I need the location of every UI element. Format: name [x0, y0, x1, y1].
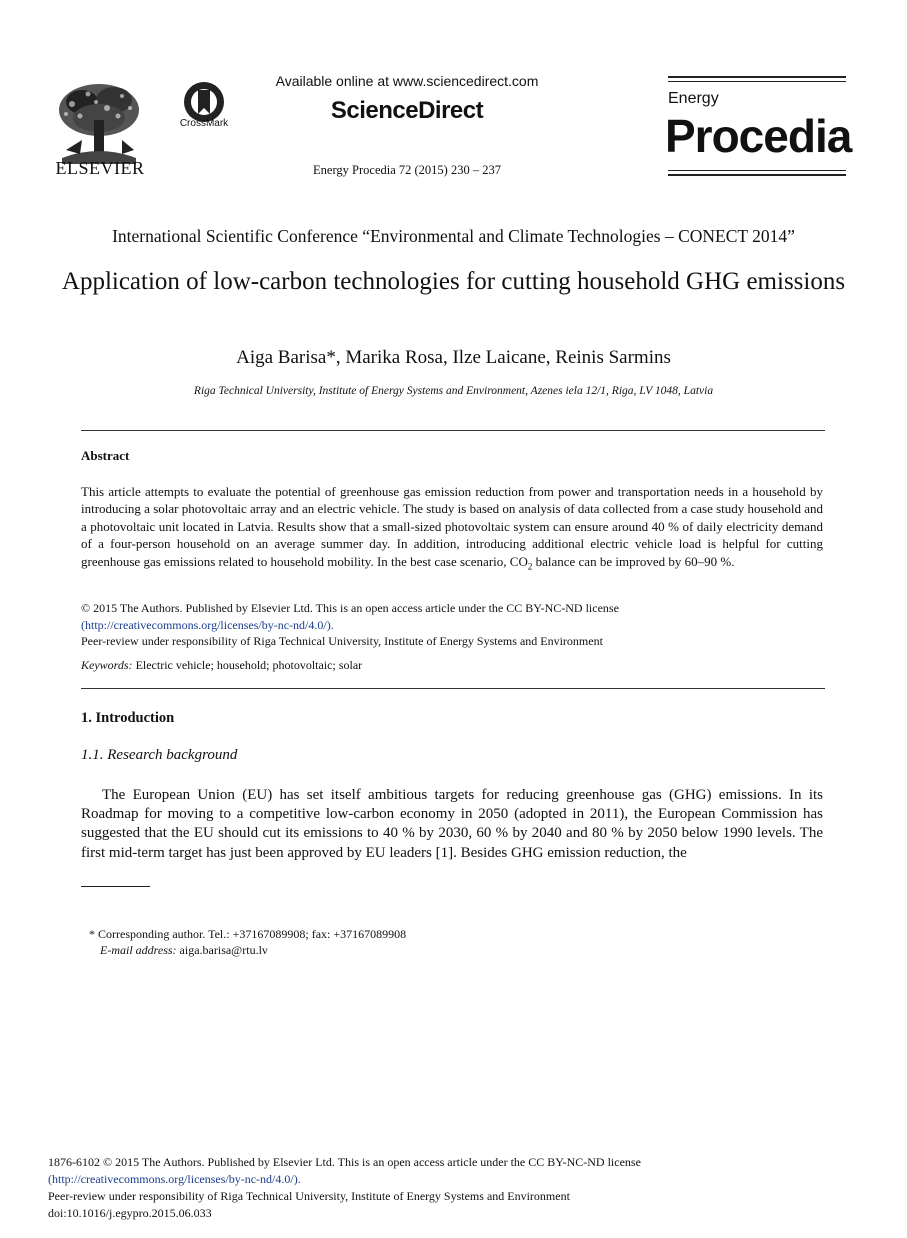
keywords-label: Keywords: — [81, 658, 133, 672]
abstract-body — [81, 483, 823, 576]
copyright-line: © 2015 The Authors. Published by Elsevier Ltd. This is an open access article under the CC BY-NC-ND license — [81, 601, 619, 615]
publisher-name: ELSEVIER — [55, 158, 145, 178]
journal-logo-main-text: Procedia — [665, 110, 852, 162]
crossmark-label: CrossMark — [179, 118, 229, 129]
divider-top — [81, 430, 825, 431]
subsection-heading: 1.1. Research background — [81, 747, 238, 763]
keywords-line — [81, 658, 823, 673]
sciencedirect-logo[interactable]: ScienceDirect — [330, 97, 484, 124]
abstract-text-part2: balance can be improved by 60–90 %. — [532, 553, 735, 569]
abstract-heading: Abstract — [81, 448, 130, 463]
journal-reference: Energy Procedia 72 (2015) 230 – 237 — [313, 163, 501, 177]
footer-doi[interactable]: doi:10.1016/j.egypro.2015.06.033 — [48, 1206, 212, 1220]
article-title: Application of low-carbon technologies for cutting household GHG emissions — [61, 268, 846, 295]
email-address[interactable]: aiga.barisa@rtu.lv — [176, 943, 268, 957]
available-online-text[interactable]: Available online at www.sciencedirect.com — [275, 73, 539, 89]
abstract-subscript: 2 — [527, 561, 533, 572]
abstract-text-part1: This article attempts to evaluate the potential of greenhouse gas emission reduction from power and transportation needs in a household by introducing a solar photovoltaic array and an electric vehicle. The study is based on analysis of data collected from a case study household and a photovoltaic unit located in Latvia. Results show that a small-sized photovoltaic system can ensure around 40 % of daily electricity demand of a four-person household on an average summer day. In addition, introducing additional electric vehicle load is helpful for cutting greenhouse gas emissions related to household mobility. In the best case scenario, CO — [81, 484, 823, 569]
author-affiliation: Riga Technical University, Institute of Energy Systems and Environment, Azenes iela 12/1, Riga, LV 1048, Latvia — [193, 385, 714, 397]
section-heading: 1. Introduction — [81, 710, 175, 726]
footer-peer-review: Peer-review under responsibility of Riga Technical University, Institute of Energy Systems and Environment — [48, 1189, 570, 1203]
footnote-rule — [81, 886, 150, 887]
copyright-block — [81, 600, 823, 650]
peer-review-line: Peer-review under responsibility of Riga Technical University, Institute of Energy Systems and Environment — [81, 634, 603, 648]
email-label: E-mail address: — [100, 943, 177, 957]
license-link[interactable]: (http://creativecommons.org/licenses/by-nc-nd/4.0/). — [81, 617, 334, 632]
author-list: Aiga Barisa*, Marika Rosa, Ilze Laicane, Reinis Sarmins — [236, 347, 671, 368]
journal-logo-top-text: Energy — [668, 90, 719, 107]
page-footer — [48, 1154, 848, 1222]
footer-license-link[interactable]: (http://creativecommons.org/licenses/by-nc-nd/4.0/). — [48, 1172, 301, 1186]
keywords-list: Electric vehicle; household; photovoltaic; solar — [132, 658, 363, 672]
journal-logo-rule-top — [668, 76, 846, 82]
footer-license-line: 1876-6102 © 2015 The Authors. Published by Elsevier Ltd. This is an open access article under the CC BY-NC-ND license — [48, 1155, 641, 1169]
introduction-paragraph: The European Union (EU) has set itself ambitious targets for reducing greenhouse gas (GHG) emissions. In its Roadmap for moving to a competitive low-carbon economy in 2050 (adopted in 2011), the European Commission has suggested that the EU should cut its emissions to 40 % by 2030, 60 % by 2040 and 80 % by 2050 below 1990 levels. The first mid-term target has just been approved by EU leaders [1]. Besides GHG emission reduction, the — [81, 787, 823, 861]
corresponding-author-footnote: * Corresponding author. Tel.: +37167089908; fax: +37167089908 — [89, 927, 407, 941]
journal-logo-rule-bottom — [668, 170, 846, 176]
divider-bottom — [81, 688, 825, 689]
conference-name: International Scientific Conference “Environmental and Climate Technologies – CONECT 2014” — [112, 226, 795, 246]
email-footnote — [100, 943, 268, 958]
